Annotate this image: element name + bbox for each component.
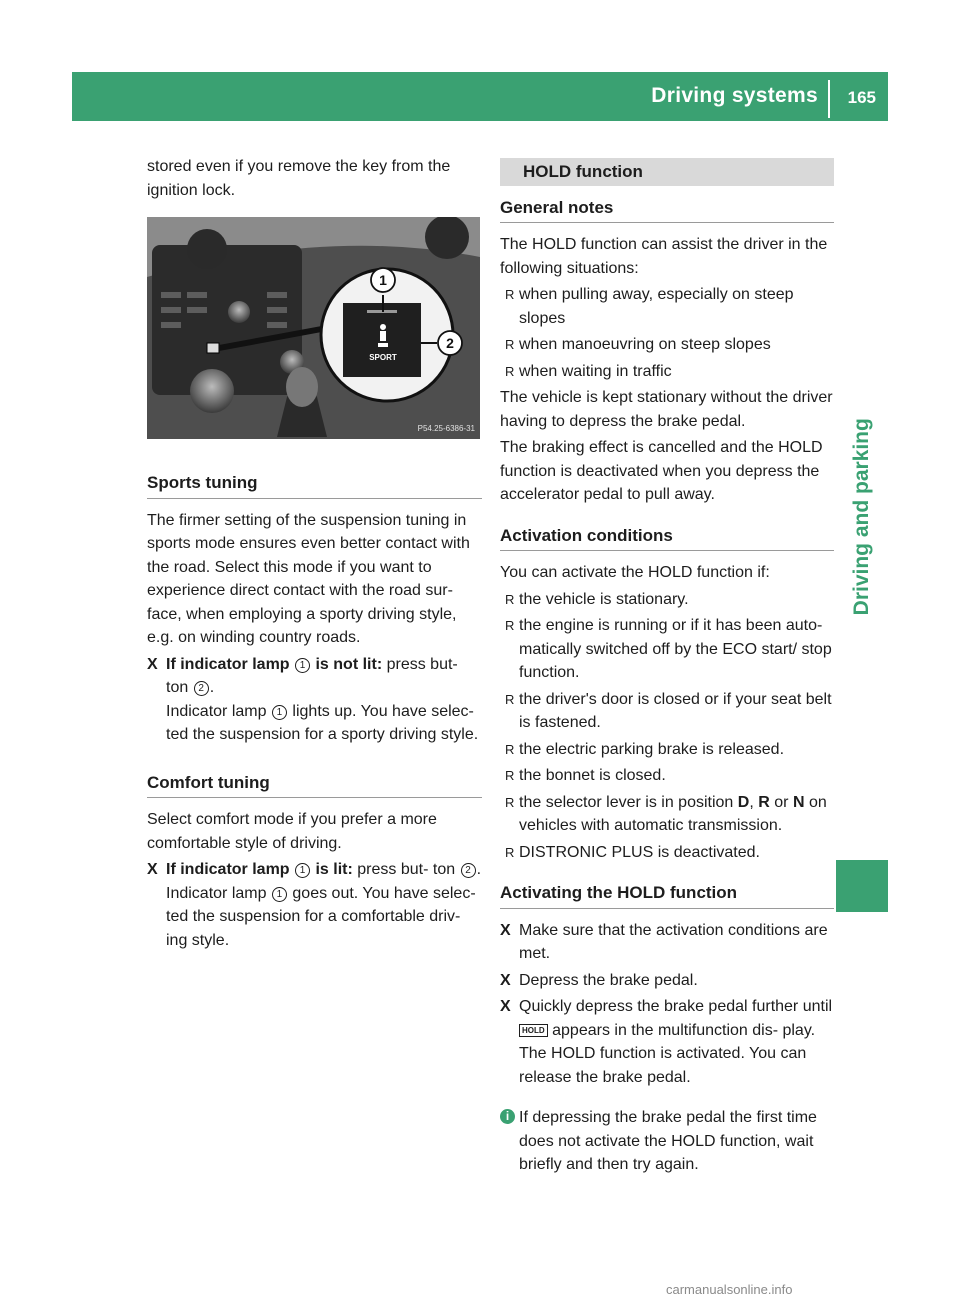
general-notes-para-1: The vehicle is kept stationary without the driver having to depress the brake pedal. <box>500 389 833 430</box>
bullet-marker-icon: R <box>505 768 515 783</box>
result-end: goes out. You have selec- ted the suspension for a comfortable driv- ing style. <box>166 884 476 949</box>
general-notes-intro: The HOLD function can assist the driver in the following situations: <box>500 236 828 277</box>
ref-1-icon: 1 <box>295 658 310 673</box>
bullet-text: DISTRONIC PLUS is deactivated. <box>519 843 760 861</box>
bullet-text: when pulling away, especially on steep slopes <box>519 286 794 327</box>
bullet-marker-icon: R <box>505 741 515 757</box>
activating-hold-heading: Activating the HOLD function <box>500 881 834 909</box>
step-marker-icon: X <box>500 998 511 1015</box>
ref-1-icon: 1 <box>272 705 287 720</box>
page-number: 165 <box>847 88 876 107</box>
ref-1-icon: 1 <box>272 887 287 902</box>
hold-function-section-title: HOLD function <box>500 158 834 186</box>
comfort-tuning-heading: Comfort tuning <box>147 771 482 799</box>
step-condition: is not lit: <box>315 655 383 673</box>
result-end: lights up. You have selec- ted the suspension for a sporty driving style. <box>166 702 479 743</box>
figure-code: P54.25-6386-31 <box>417 424 475 433</box>
note-text: If depressing the brake pedal the first time does not activate the HOLD function, wait briefly and then try again. <box>519 1109 817 1173</box>
gear-d: D <box>737 793 750 811</box>
gear-r: R <box>758 793 770 811</box>
step-marker-icon: X <box>147 861 158 878</box>
bullet-marker-icon: R <box>505 363 515 379</box>
general-notes-para-2: The braking effect is cancelled and the HOLD function is deactivated when you depress the accelerator pedal to pull away. <box>500 439 823 503</box>
step-result: The HOLD function is activated. You can release the brake pedal. <box>519 1045 807 1086</box>
list-item <box>500 333 834 357</box>
bullet-text: or <box>774 793 789 811</box>
step-label: If indicator lamp <box>166 655 290 673</box>
step-marker-icon: X <box>500 921 511 939</box>
list-item <box>500 738 834 762</box>
info-note <box>500 1106 834 1177</box>
sport-button-label: SPORT <box>369 353 397 362</box>
step-text: Quickly depress the brake pedal further until <box>519 998 833 1015</box>
watermark: carmanualsonline.info <box>666 1282 793 1297</box>
bullet-text: the electric parking brake is released. <box>519 740 785 758</box>
step-condition: is lit: <box>315 861 353 878</box>
list-item <box>500 588 834 612</box>
side-tab-label: Driving and parking <box>850 418 874 616</box>
result-start: Indicator lamp <box>166 702 267 720</box>
step-label: If indicator lamp <box>166 861 290 878</box>
list-item <box>500 614 834 685</box>
result-start: Indicator lamp <box>166 884 267 902</box>
step-text: Make sure that the activation conditions are met. <box>519 921 828 962</box>
sports-tuning-step <box>147 653 482 747</box>
activating-step-1 <box>500 919 834 966</box>
activation-conditions-intro: You can activate the HOLD function if: <box>500 564 770 581</box>
step-marker-icon: X <box>147 655 158 673</box>
step-marker-icon: X <box>500 971 511 989</box>
ref-2-icon: 2 <box>194 681 209 696</box>
bullet-marker-icon: R <box>505 844 515 860</box>
bullet-text: the driver's door is closed or if your seat belt is fastened. <box>519 690 832 731</box>
gear-n: N <box>792 793 805 811</box>
step-text: Depress the brake pedal. <box>519 971 698 989</box>
header-divider <box>828 80 830 118</box>
bullet-text: when waiting in traffic <box>519 362 672 380</box>
sports-tuning-heading: Sports tuning <box>147 471 482 499</box>
bullet-text: the vehicle is stationary. <box>519 590 689 608</box>
comfort-tuning-step <box>147 858 482 952</box>
callout-1-label: 1 <box>379 272 387 288</box>
bullet-marker-icon: R <box>505 618 515 633</box>
bullet-marker-icon: R <box>505 287 515 302</box>
bullet-text: when manoeuvring on steep slopes <box>519 336 771 353</box>
bullet-text: on vehicles with automatic transmission. <box>519 793 827 834</box>
ref-1-icon: 1 <box>295 863 310 878</box>
list-item <box>500 791 834 838</box>
bullet-marker-icon: R <box>505 337 515 352</box>
list-item <box>500 688 834 735</box>
page-header <box>72 72 888 121</box>
step-text: appears in the multifunction dis- play. <box>552 1021 816 1039</box>
dashboard-illustration <box>147 217 480 439</box>
bullet-marker-icon: R <box>505 591 515 607</box>
bullet-marker-icon: R <box>505 794 515 810</box>
bullet-text: the engine is running or if it has been auto- matically switched off by the ECO start/ stop function. <box>519 617 832 681</box>
activation-conditions-heading: Activation conditions <box>500 524 834 552</box>
left-column <box>147 155 482 955</box>
dashboard-photo <box>147 217 480 439</box>
bullet-text: the bonnet is closed. <box>519 767 666 784</box>
list-item <box>500 764 834 788</box>
info-icon: i <box>500 1109 515 1124</box>
period: . <box>476 861 482 878</box>
ref-2-icon: 2 <box>461 863 476 878</box>
sports-tuning-body: The firmer setting of the suspension tuning in sports mode ensures even better contact with the road. Select this mode if you want to experience direct contact with the road sur- face, when employing a sporty driving style, e.g. on winding country roads. <box>147 511 470 646</box>
step-action: press but- ton <box>166 655 458 696</box>
bullet-text: the selector lever is in position <box>519 793 734 811</box>
activating-step-2 <box>500 969 834 993</box>
list-item <box>500 841 834 865</box>
list-item <box>500 283 834 330</box>
separator: , <box>749 793 754 811</box>
comfort-tuning-body: Select comfort mode if you prefer a more comfortable style of driving. <box>147 811 437 852</box>
right-column <box>500 155 834 1177</box>
list-item <box>500 360 834 384</box>
step-action: press but- ton <box>357 861 456 878</box>
bullet-marker-icon: R <box>505 691 515 707</box>
activating-step-3 <box>500 995 834 1089</box>
side-tab <box>836 222 888 812</box>
hold-display-icon: HOLD <box>519 1024 548 1037</box>
callout-2-label: 2 <box>446 335 454 351</box>
intro-text: stored even if you remove the key from the ignition lock. <box>147 158 451 199</box>
general-notes-heading: General notes <box>500 196 834 224</box>
side-tab-marker <box>836 860 888 912</box>
chapter-title: Driving systems <box>651 84 818 107</box>
period: . <box>209 679 215 696</box>
